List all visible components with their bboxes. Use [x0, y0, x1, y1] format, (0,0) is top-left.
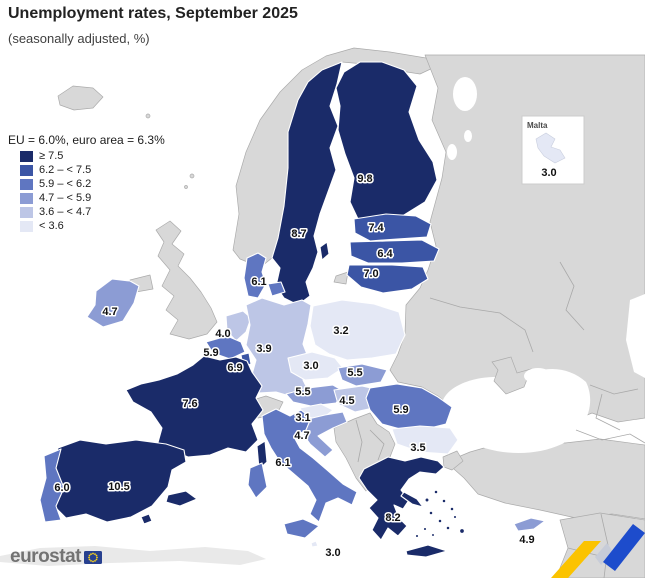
eastern-europe-landmass-shape	[390, 55, 645, 424]
turkey-shape	[446, 439, 645, 519]
value-label-bulgaria: 3.5	[410, 442, 426, 454]
shetland-shape	[190, 174, 194, 178]
value-label-germany: 3.9	[256, 343, 272, 355]
white-sea	[453, 77, 477, 111]
legend-summary: EU = 6.0%, euro area = 6.3%	[8, 133, 165, 147]
malta-inset-value: 3.0	[541, 167, 557, 179]
value-label-czechia: 3.0	[303, 360, 319, 372]
orkney-shape	[185, 186, 188, 189]
value-label-luxembourg: 6.9	[227, 362, 243, 374]
value-label-cyprus: 4.9	[519, 534, 535, 546]
value-label-estonia: 7.4	[368, 222, 384, 234]
value-label-belgium: 5.9	[203, 347, 219, 359]
eu-flag-icon	[84, 551, 102, 564]
legend-row	[8, 164, 165, 177]
legend-band-label: 6.2 – < 7.5	[39, 164, 92, 176]
eurostat-logo[interactable]	[10, 546, 102, 568]
legend-band-label: < 3.6	[39, 220, 64, 232]
value-label-slovenia: 3.1	[295, 412, 311, 424]
legend-swatch	[20, 221, 33, 232]
sea-of-azov	[524, 368, 552, 384]
legend-swatch	[20, 179, 33, 190]
page-title: Unemployment rates, September 2025	[8, 5, 298, 22]
value-label-lithuania: 7.0	[363, 268, 379, 280]
malta-inset	[522, 116, 584, 184]
value-label-latvia: 6.4	[377, 248, 393, 260]
legend-row	[8, 178, 165, 191]
legend-row	[8, 220, 165, 233]
country-cyprus[interactable]	[514, 518, 545, 531]
country-poland[interactable]	[310, 300, 405, 360]
country-finland[interactable]	[336, 62, 437, 222]
faroe-islands-shape	[146, 114, 150, 118]
value-label-netherlands: 4.0	[215, 328, 231, 340]
kaliningrad-shape	[334, 272, 348, 284]
value-label-slovakia: 5.5	[347, 367, 363, 379]
legend-band-label: 5.9 – < 6.2	[39, 178, 92, 190]
country-lithuania[interactable]	[347, 265, 428, 293]
value-label-denmark: 6.1	[251, 276, 267, 288]
value-label-ireland: 4.7	[102, 306, 118, 318]
country-greece[interactable]	[359, 457, 464, 557]
country-malta[interactable]	[311, 541, 318, 547]
legend-swatch	[20, 193, 33, 204]
page-subtitle: (seasonally adjusted, %)	[8, 31, 150, 46]
value-label-romania: 5.9	[393, 404, 409, 416]
value-label-spain: 10.5	[108, 481, 130, 493]
lake-onega	[464, 130, 472, 142]
legend-band-label: 3.6 – < 4.7	[39, 206, 92, 218]
value-label-greece: 8.2	[385, 512, 401, 524]
united-kingdom-shape	[156, 221, 217, 339]
country-estonia[interactable]	[354, 214, 431, 241]
value-label-poland: 3.2	[333, 325, 349, 337]
iceland-shape	[58, 86, 103, 110]
legend	[8, 133, 165, 233]
legend-band-label: 4.7 – < 5.9	[39, 192, 92, 204]
malta-inset-title: Malta	[527, 121, 548, 130]
value-label-finland: 9.8	[357, 173, 373, 185]
legend-row	[8, 150, 165, 163]
value-label-malta: 3.0	[325, 547, 341, 559]
value-label-hungary: 4.5	[339, 395, 355, 407]
lake-ladoga	[447, 144, 457, 160]
country-ireland[interactable]	[87, 279, 139, 327]
legend-row	[8, 192, 165, 205]
value-label-croatia: 4.7	[294, 430, 310, 442]
value-label-france: 7.6	[182, 398, 198, 410]
value-label-austria: 5.5	[295, 386, 311, 398]
country-latvia[interactable]	[350, 240, 439, 263]
legend-swatch	[20, 207, 33, 218]
value-label-portugal: 6.0	[54, 482, 70, 494]
eurostat-logo-text: eurostat	[10, 546, 81, 567]
legend-swatch	[20, 165, 33, 176]
value-label-italy: 6.1	[275, 457, 291, 469]
legend-band-label: ≥ 7.5	[39, 150, 64, 162]
legend-swatch	[20, 151, 33, 162]
value-label-sweden: 8.7	[291, 228, 307, 240]
legend-row	[8, 206, 165, 219]
